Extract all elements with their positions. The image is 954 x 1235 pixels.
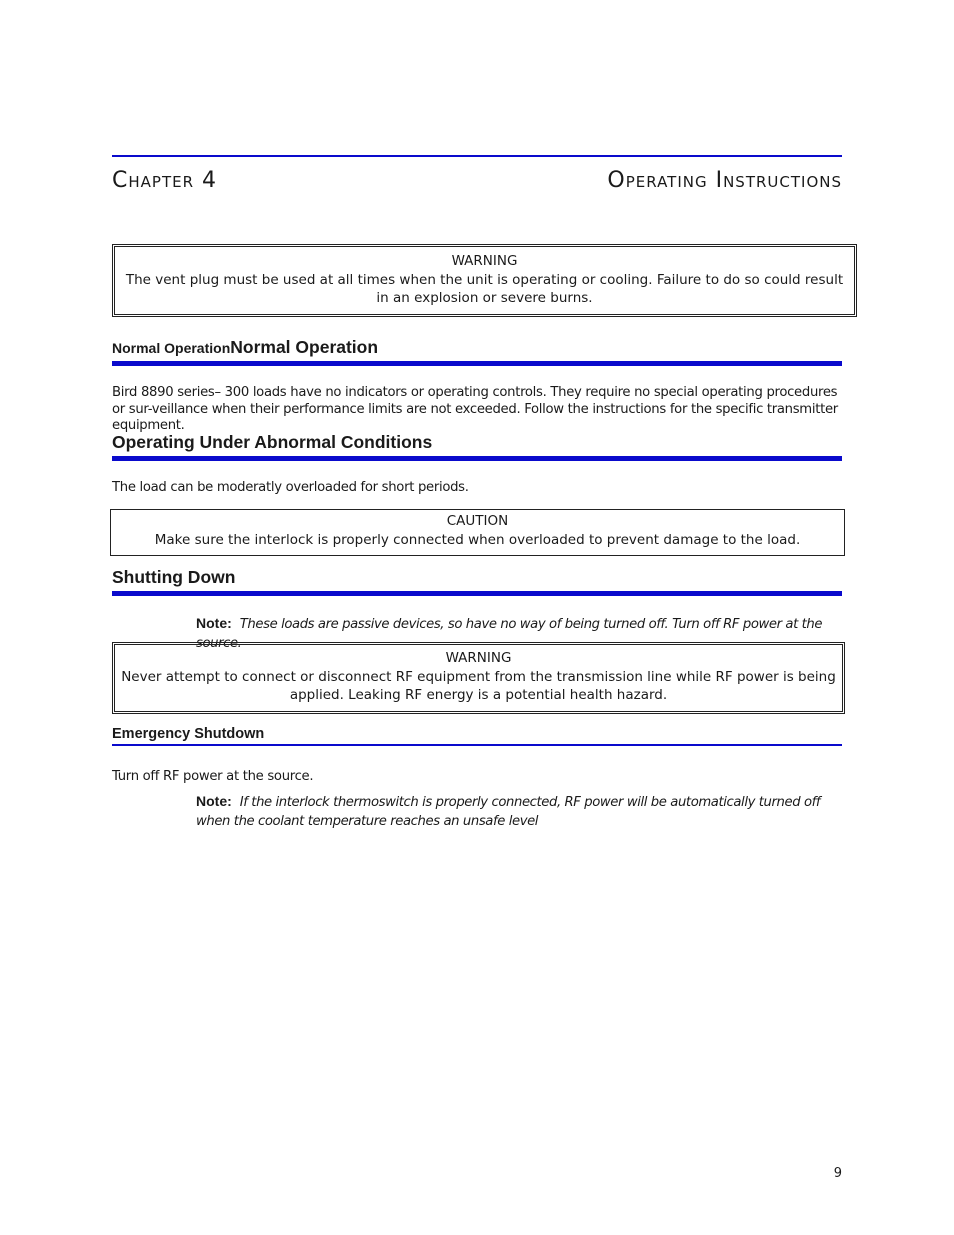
note-label: Note: xyxy=(196,615,232,631)
chapter-number: Chapter 4 xyxy=(112,168,217,193)
warning-box-rf-energy xyxy=(112,642,845,714)
normal-operation-heading xyxy=(112,337,378,359)
normal-operation-text: Bird 8890 series– 300 loads have no indicators or operating controls. They require no special operating procedures or sur-veillance when their performance limits are not exceeded. Follow the instructions for the specific transmitter equipment. xyxy=(112,385,838,433)
note-text: These loads are passive devices, so have no way of being turned off. Turn off RF power at the source. xyxy=(196,617,823,651)
emergency-shutdown-heading: Emergency Shutdown xyxy=(112,726,265,742)
normal-operation-heading-large: Normal Operation xyxy=(230,337,379,357)
warning-box-vent-plug xyxy=(112,244,857,317)
note-text: If the interlock thermoswitch is properly connected, RF power will be automatically turned off when the coolant temperature reaches an unsafe level xyxy=(196,795,821,829)
caution-text: Make sure the interlock is properly connected when overloaded to prevent damage to the load. xyxy=(154,531,801,548)
abnormal-conditions-text: The load can be moderatly overloaded for short periods. xyxy=(112,480,469,495)
emergency-shutdown-note xyxy=(196,792,844,831)
caution-box-interlock xyxy=(110,509,845,556)
warning-text: Never attempt to connect or disconnect RF equipment from the transmission line while RF power is being applied. Leaking RF energy is a potential health hazard. xyxy=(121,668,836,703)
warning-title: WARNING xyxy=(445,650,512,666)
normal-operation-heading-small: Normal Operation xyxy=(112,340,231,356)
note-label: Note: xyxy=(196,793,232,809)
abnormal-conditions-heading: Operating Under Abnormal Conditions xyxy=(112,432,433,452)
warning-text: The vent plug must be used at all times when the unit is operating or cooling. Failure to do so could result in an explosion or severe burns. xyxy=(125,271,844,306)
chapter-title: Operating Instructions xyxy=(607,168,842,193)
section-rule xyxy=(112,591,842,596)
warning-title: WARNING xyxy=(451,253,518,269)
emergency-shutdown-text: Turn off RF power at the source. xyxy=(112,769,314,784)
page-number: 9 xyxy=(833,1166,842,1181)
section-rule xyxy=(112,361,842,366)
subsection-rule xyxy=(112,744,842,746)
shutting-down-heading: Shutting Down xyxy=(112,567,236,587)
section-rule xyxy=(112,456,842,461)
caution-title: CAUTION xyxy=(446,513,509,529)
chapter-header-rule xyxy=(112,155,842,157)
